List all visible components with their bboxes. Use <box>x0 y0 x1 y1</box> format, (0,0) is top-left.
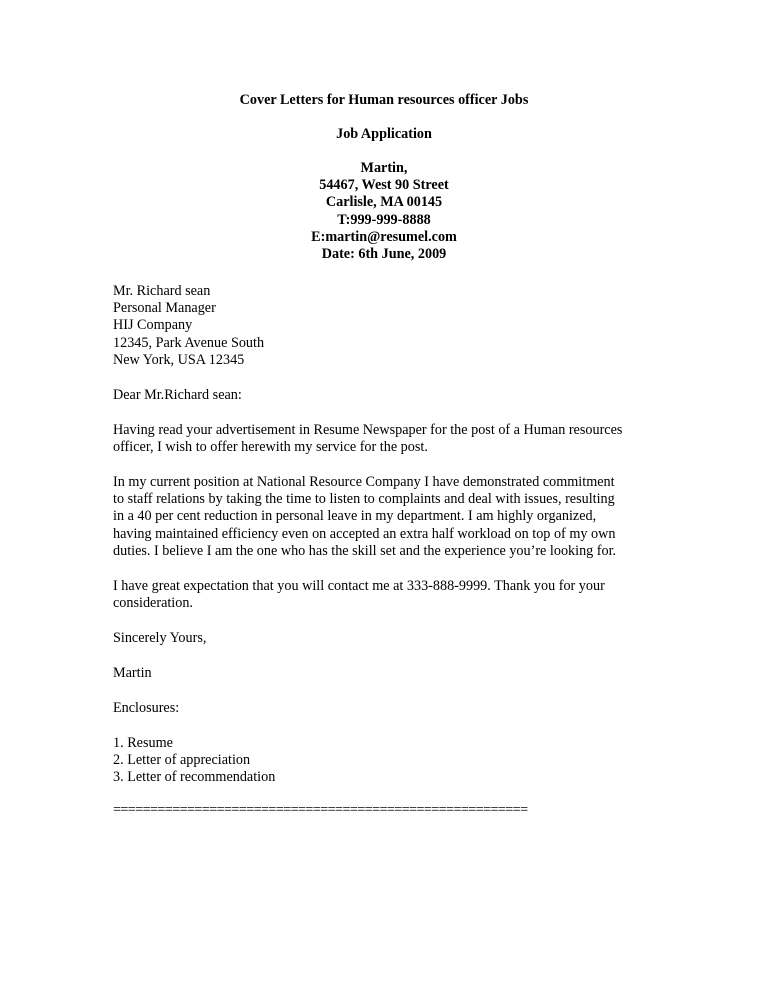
recipient-street: 12345, Park Avenue South <box>113 334 265 351</box>
subtitle-text: Job Application <box>336 126 432 142</box>
paragraph-intro <box>113 422 673 456</box>
sender-address-block <box>0 160 768 263</box>
paragraph-line: having maintained efficiency even on accepted an extra half workload on top of my own <box>113 525 616 542</box>
document-title <box>0 92 768 109</box>
paragraph-line: Having read your advertisement in Resume Newspaper for the post of a Human resources <box>113 422 623 438</box>
signer-text: Martin <box>113 665 152 681</box>
title-text: Cover Letters for Human resources officer Jobs <box>239 92 529 108</box>
paragraph-line: officer, I wish to offer herewith my service for the post. <box>113 439 428 456</box>
sender-email: E:martin@resumel.com <box>311 228 457 245</box>
enclosure-item: 1. Resume <box>113 735 173 751</box>
salutation <box>113 387 673 404</box>
paragraph-experience <box>113 474 673 560</box>
document-subtitle <box>0 126 768 143</box>
paragraph-line: to staff relations by taking the time to listen to complaints and deal with issues, resulting <box>113 491 615 508</box>
recipient-city: New York, USA 12345 <box>113 351 245 368</box>
paragraph-line: In my current position at National Resource Company I have demonstrated commitment <box>113 474 615 490</box>
signature-name <box>113 665 673 682</box>
enclosure-item: 3. Letter of recommendation <box>113 769 276 786</box>
paragraph-line: duties. I believe I am the one who has the skill set and the experience you’re looking for. <box>113 542 617 559</box>
closing-text: Sincerely Yours, <box>113 630 207 646</box>
salutation-text: Dear Mr.Richard sean: <box>113 387 242 403</box>
letter-date: Date: 6th June, 2009 <box>321 246 447 263</box>
enclosure-item: 2. Letter of appreciation <box>113 752 251 769</box>
sender-phone: T:999-999-8888 <box>337 211 431 228</box>
separator-line <box>113 802 673 819</box>
paragraph-line: I have great expectation that you will contact me at 333-888-9999. Thank you for your <box>113 578 605 594</box>
recipient-title: Personal Manager <box>113 300 216 317</box>
separator-text: ======================================================== <box>113 802 528 818</box>
enclosures-list <box>113 735 673 787</box>
paragraph-line: consideration. <box>113 595 193 612</box>
recipient-address-block <box>113 283 673 369</box>
sender-city: Carlisle, MA 00145 <box>325 194 443 211</box>
sender-name: Martin, <box>360 160 408 176</box>
closing <box>113 630 673 647</box>
paragraph-contact <box>113 578 673 612</box>
recipient-name: Mr. Richard sean <box>113 283 211 299</box>
recipient-company: HIJ Company <box>113 317 193 334</box>
sender-street: 54467, West 90 Street <box>319 177 449 194</box>
enclosures-label-text: Enclosures: <box>113 700 180 716</box>
paragraph-line: in a 40 per cent reduction in personal leave in my department. I am highly organized, <box>113 508 597 525</box>
enclosures-heading <box>113 700 673 717</box>
